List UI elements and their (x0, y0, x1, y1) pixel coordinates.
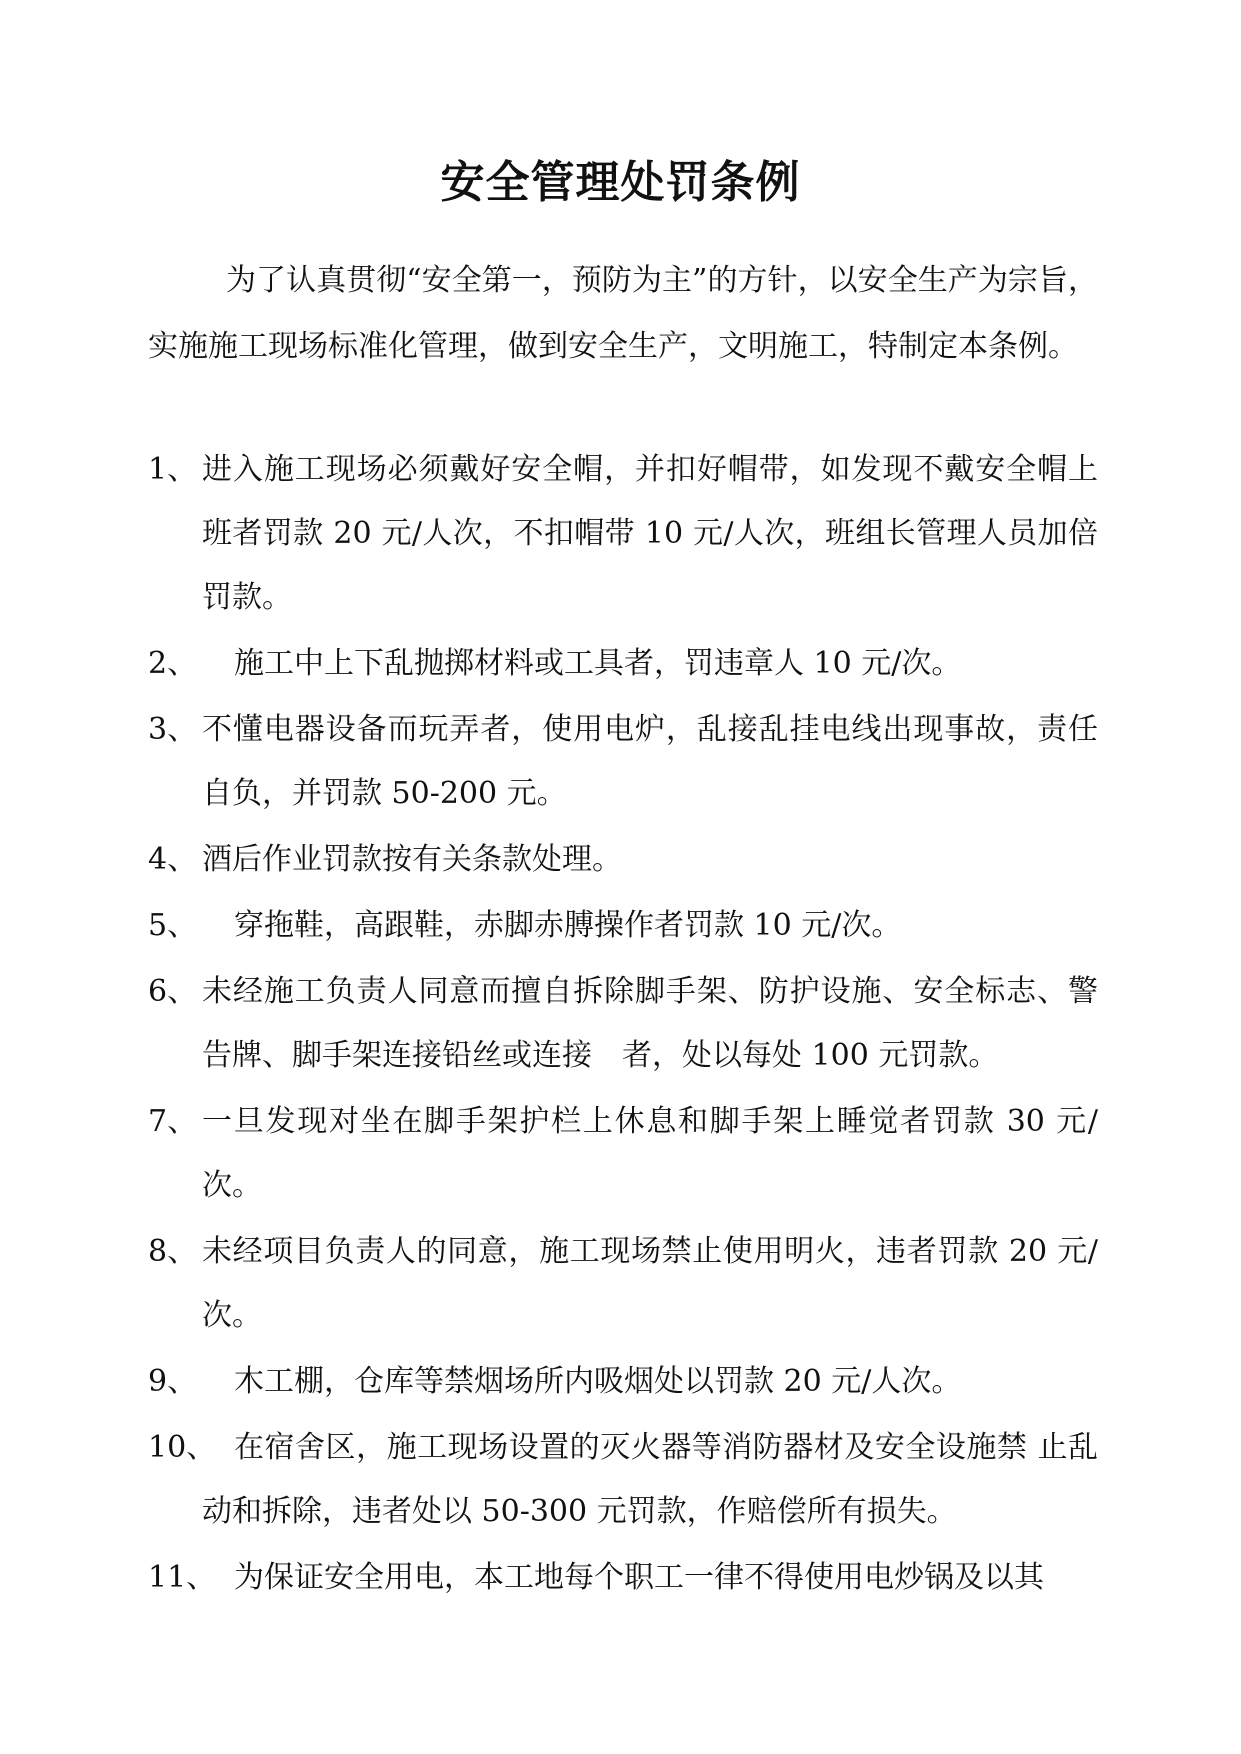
item-text: 穿拖鞋，高跟鞋，赤脚赤膊操作者罚款 10 元/次。 (234, 908, 902, 943)
item-number: 8、 (148, 1234, 198, 1269)
list-item (148, 438, 1098, 630)
item-number: 1、 (148, 452, 198, 487)
list-item (148, 1546, 1098, 1610)
item-text: 酒后作业罚款按有关条款处理。 (202, 842, 622, 877)
list-item (148, 632, 1098, 696)
item-text: 不懂电器设备而玩弄者，使用电炉，乱接乱挂电线出现事故，责任自负，并罚款 50-200 元。 (202, 712, 1098, 811)
item-text: 一旦发现对坐在脚手架护栏上休息和脚手架上睡觉者罚款 30 元/次。 (202, 1104, 1098, 1203)
item-text: 未经项目负责人的同意，施工现场禁止使用明火，违者罚款 20 元/次。 (202, 1234, 1098, 1333)
list-item (148, 1350, 1098, 1414)
page-title: 安全管理处罚条例 (440, 157, 801, 208)
list-item (148, 828, 1098, 892)
list-item (148, 1090, 1098, 1218)
item-text: 为保证安全用电，本工地每个职工一律不得使用电炒锅及以其 (234, 1560, 1044, 1595)
item-number: 9、 (148, 1364, 198, 1399)
item-text: 未经施工负责人同意而擅自拆除脚手架、防护设施、安全标志、警告牌、脚手架连接铅丝或连接 者，处以每处 100 元罚款。 (202, 974, 1098, 1073)
item-number: 4、 (148, 842, 198, 877)
list-item (148, 1416, 1098, 1544)
item-number: 6、 (148, 974, 198, 1009)
list-item (148, 894, 1098, 958)
intro-paragraph: 为了认真贯彻“安全第一，预防为主”的方针，以安全生产为宗旨，实施施工现场标准化管理，做到安全生产，文明施工，特制定本条例。 (148, 263, 1098, 364)
list-item (148, 698, 1098, 826)
regulation-list (148, 438, 1098, 1612)
list-item (148, 1220, 1098, 1348)
item-text: 在宿舍区，施工现场设置的灭火器等消防器材及安全设施禁 止乱动和拆除，违者处以 50-300 元罚款，作赔偿所有损失。 (202, 1430, 1098, 1529)
item-number: 7、 (148, 1104, 198, 1139)
item-number: 5、 (148, 908, 198, 943)
list-item (148, 960, 1098, 1088)
item-number: 2、 (148, 646, 198, 681)
item-text: 施工中上下乱抛掷材料或工具者，罚违章人 10 元/次。 (234, 646, 962, 681)
item-text: 进入施工现场必须戴好安全帽，并扣好帽带，如发现不戴安全帽上班者罚款 20 元/人次，不扣帽带 10 元/人次，班组长管理人员加倍罚款。 (202, 452, 1098, 615)
item-text: 木工棚，仓库等禁烟场所内吸烟处以罚款 20 元/人次。 (234, 1364, 962, 1399)
item-number: 10、 (148, 1430, 217, 1465)
item-number: 11、 (148, 1560, 217, 1595)
item-number: 3、 (148, 712, 198, 747)
